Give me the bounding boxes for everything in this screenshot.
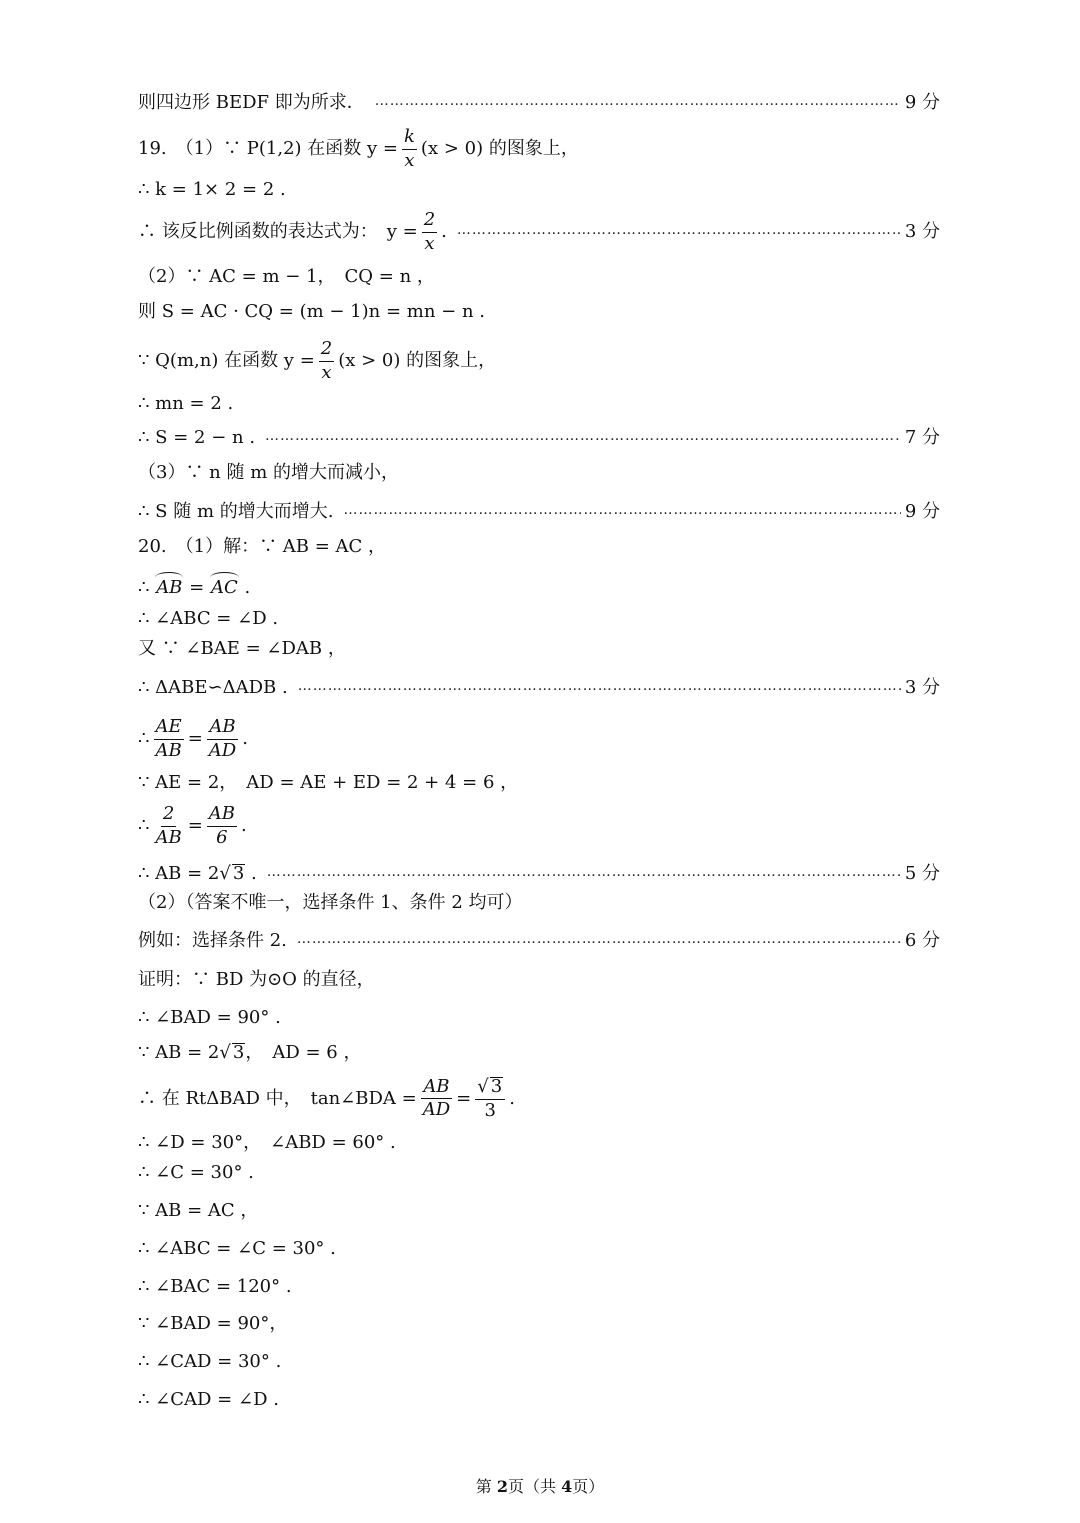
- radicand: 3: [232, 863, 245, 884]
- radicand: 3: [490, 1076, 503, 1097]
- line-ab-ad-values: [138, 1043, 940, 1062]
- line-text: ∴: [138, 728, 150, 750]
- line-text: （2）∵ AC = m − 1， CQ = n ，: [138, 266, 435, 287]
- radicand: 3: [232, 1042, 245, 1063]
- line-function-expression: [138, 211, 940, 254]
- page-footer: [0, 1474, 1080, 1497]
- line-text: 则 S = AC · CQ = (m − 1)n = mn − n .: [138, 301, 486, 322]
- fraction: [319, 340, 334, 383]
- line-text-tail: .: [441, 221, 447, 243]
- line-text: 例如：选择条件 2.: [138, 930, 287, 951]
- line-choose-condition: [138, 932, 940, 950]
- line-angle-c-30: [138, 1164, 940, 1182]
- line-angle-abc-d: [138, 610, 940, 628]
- denominator: AD: [208, 739, 237, 761]
- dot-leader: [457, 223, 901, 241]
- numerator: k: [402, 128, 417, 150]
- line-mn-value: [138, 395, 940, 413]
- line-text: 又 ∵ ∠BAE = ∠DAB ，: [138, 638, 346, 659]
- line-q-on-graph: [138, 340, 940, 383]
- fraction: [207, 718, 238, 761]
- line-ae-ad-values: [138, 774, 940, 792]
- line-text-tail: (x > 0) 的图象上，: [420, 138, 579, 160]
- denominator: x: [321, 361, 332, 383]
- dot-leader: [265, 429, 901, 447]
- score-mark: 9 分: [904, 92, 940, 113]
- fraction: [153, 718, 183, 761]
- line-tan-bda: [138, 1077, 940, 1121]
- line-q19-part2: [138, 268, 940, 286]
- line-text: ∴ ∠CAD = 30° .: [138, 1351, 282, 1372]
- line-text: ∴ ∠BAC = 120° .: [138, 1276, 292, 1297]
- line-text: ∴ ∠CAD = ∠D .: [138, 1389, 279, 1410]
- line-text: ∴ mn = 2 .: [138, 393, 234, 414]
- line-text-tail: .: [509, 1087, 515, 1109]
- line-text-tail: .: [245, 862, 257, 884]
- numerator: AE: [154, 718, 184, 740]
- dot-leader: [343, 503, 900, 521]
- numerator: 2: [319, 340, 334, 362]
- line-text-tail: .: [241, 815, 247, 837]
- line-angle-bad-90-again: [138, 1315, 940, 1333]
- sqrt-sign: √: [219, 862, 231, 884]
- numerator: 2: [161, 805, 176, 827]
- line-text: ∴: [138, 815, 150, 837]
- equals-sign: =: [187, 815, 203, 837]
- denominator: AB: [155, 739, 182, 761]
- line-text: ∴ ΔABE∽ΔADB .: [138, 677, 288, 698]
- denominator: x: [404, 149, 415, 171]
- denominator: AB: [155, 826, 182, 848]
- line-text: 则四边形 BEDF 即为所求．: [138, 92, 365, 113]
- score-mark: 7 分: [904, 427, 940, 448]
- line-ab-eq-ac: [138, 1202, 940, 1220]
- denominator: x: [424, 232, 435, 254]
- fraction: [422, 211, 437, 254]
- line-angle-cad-30: [138, 1353, 940, 1371]
- line-text: ∴ S 随 m 的增大而增大.: [138, 501, 334, 522]
- line-angle-bad-90: [138, 1009, 940, 1027]
- score-mark: 9 分: [904, 501, 940, 522]
- line-k-value: [138, 181, 940, 199]
- score-mark: 3 分: [904, 677, 940, 698]
- line-text: ∵ ∠BAD = 90°，: [138, 1313, 288, 1334]
- line-text: （3）∵ n 随 m 的增大而减小，: [138, 462, 399, 483]
- numerator: [475, 1077, 505, 1100]
- dot-leader: [267, 865, 901, 883]
- footer-suffix: 页）: [572, 1477, 605, 1496]
- line-q19-part1: [138, 128, 940, 171]
- line-text: ∴ 在 RtΔBAD 中， tan∠BDA =: [138, 1087, 417, 1109]
- arc-ab: AB: [156, 577, 183, 598]
- line-angle-bac-120: [138, 1278, 940, 1296]
- line-q20-part1: [138, 538, 940, 556]
- line-text-tail: (x > 0) 的图象上，: [338, 350, 497, 372]
- footer-total-pages: 4: [561, 1477, 573, 1496]
- dot-leader: [297, 932, 901, 950]
- line-text: =: [183, 577, 210, 598]
- numerator: AB: [421, 1078, 451, 1100]
- equals-sign: =: [456, 1087, 472, 1109]
- line-equal-arcs: [138, 579, 940, 597]
- sqrt-sign: √: [219, 1041, 231, 1063]
- line-s-increases: [138, 503, 940, 521]
- line-text: ∴ S = 2 − n .: [138, 427, 256, 448]
- line-text: ∴ AB = 2: [138, 862, 220, 884]
- line-text: ∴ ∠D = 30°， ∠ABD = 60° .: [138, 1132, 396, 1153]
- fraction: [402, 128, 417, 171]
- denominator: AD: [422, 1099, 451, 1121]
- footer-page-number: 2: [496, 1477, 508, 1496]
- line-text: ∵ AE = 2， AD = AE + ED = 2 + 4 = 6 ，: [138, 772, 519, 793]
- line-quadrilateral-conclusion: [138, 94, 940, 112]
- line-ab-result: [138, 864, 940, 883]
- line-angle-abc-c: [138, 1240, 940, 1258]
- line-angle-bae-dab: [138, 640, 940, 658]
- footer-middle: 页（共: [507, 1477, 562, 1496]
- denominator: 3: [484, 1099, 496, 1121]
- line-text: 20. （1）解：∵ AB = AC ，: [138, 536, 387, 557]
- footer-prefix: 第: [475, 1477, 497, 1496]
- numerator: AB: [207, 718, 237, 740]
- dot-leader: [375, 94, 901, 112]
- line-text: ∴ ∠ABC = ∠C = 30° .: [138, 1238, 336, 1259]
- line-text: ∴ ∠C = 30° .: [138, 1162, 254, 1183]
- line-text-tail: ， AD = 6 ，: [245, 1041, 362, 1063]
- score-mark: 5 分: [904, 862, 940, 884]
- line-angle-cad-d: [138, 1391, 940, 1409]
- denominator: 6: [216, 826, 228, 848]
- numerator: 2: [422, 211, 437, 233]
- line-ratio-substituted: [138, 805, 940, 848]
- line-text: ∴ ∠ABC = ∠D .: [138, 608, 279, 629]
- line-text: ∴ ∠BAD = 90° .: [138, 1007, 281, 1028]
- line-s-value: [138, 429, 940, 447]
- line-q19-part3: [138, 464, 940, 482]
- dot-leader: [298, 679, 901, 697]
- fraction: [421, 1075, 452, 1121]
- line-q20-part2: [138, 894, 940, 912]
- arc-ac: AC: [210, 577, 238, 598]
- line-ratio-equation: [138, 718, 940, 761]
- sqrt-sign: √: [477, 1076, 489, 1097]
- fraction: [207, 805, 237, 848]
- line-text: ∵ AB = AC ，: [138, 1200, 259, 1221]
- line-text: 19. （1）∵ P(1,2) 在函数 y =: [138, 138, 398, 160]
- line-angles-d-abd: [138, 1134, 940, 1152]
- score-mark: 6 分: [904, 930, 940, 951]
- equals-sign: =: [187, 728, 203, 750]
- numerator: AB: [207, 805, 237, 827]
- line-proof-diameter: [138, 971, 940, 989]
- line-area-expression: [138, 303, 940, 321]
- line-similar-triangles: [138, 679, 940, 697]
- line-text: ∵ AB = 2: [138, 1041, 220, 1063]
- score-mark: 3 分: [904, 221, 940, 243]
- fraction: [153, 805, 183, 848]
- line-text: .: [238, 577, 251, 598]
- line-text: ∴: [138, 577, 156, 598]
- line-text: ∴ 该反比例函数的表达式为： y =: [138, 221, 418, 243]
- line-text: ∴ k = 1× 2 = 2 .: [138, 179, 286, 200]
- fraction: [475, 1077, 505, 1121]
- line-text: ∵ Q(m,n) 在函数 y =: [138, 350, 315, 372]
- line-text: （2）（答案不唯一，选择条件 1、条件 2 均可）: [138, 892, 523, 913]
- line-text: 证明：∵ BD 为⊙O 的直径，: [138, 969, 375, 990]
- line-text-tail: .: [242, 728, 248, 750]
